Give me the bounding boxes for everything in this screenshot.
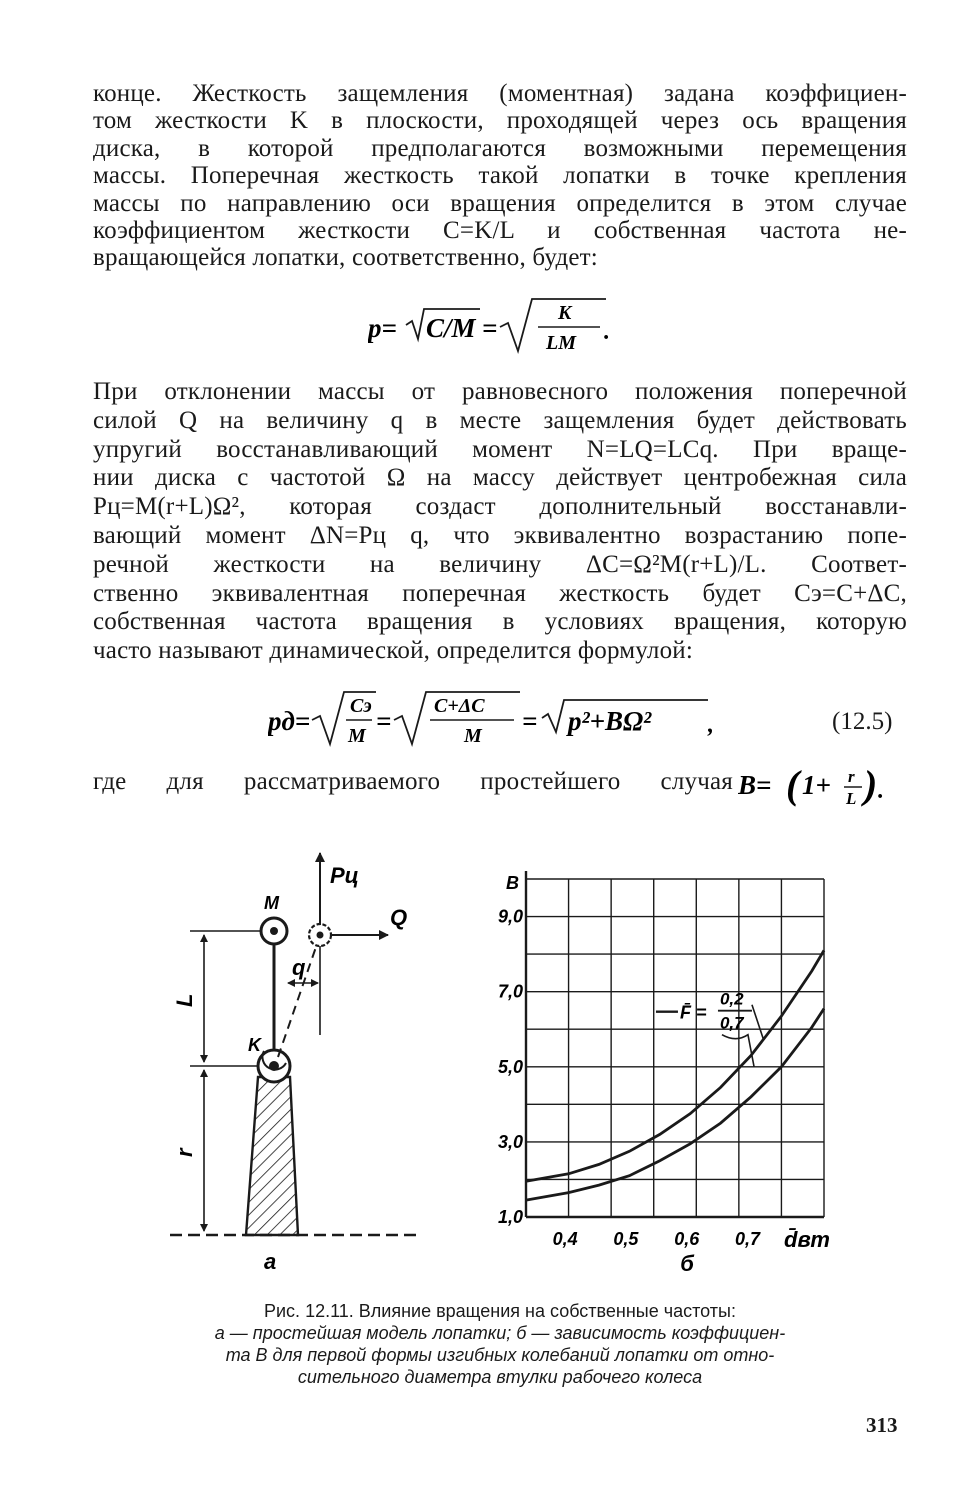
figure-b-chart xyxy=(490,865,840,1280)
formula-3-L: L xyxy=(846,789,857,808)
panel-label-a: а xyxy=(264,1249,277,1274)
x-tick-label: 0,7 xyxy=(735,1229,761,1249)
caption-line: Рис. 12.11. Влияние вращения на собственные частоты: xyxy=(264,1301,736,1321)
formula-3-tail: . xyxy=(878,778,884,804)
label-mass: M xyxy=(264,893,279,913)
mass-center xyxy=(270,927,278,935)
x-axis-label: d̄вт xyxy=(784,1227,830,1252)
formula-1-lhs: p= xyxy=(368,313,397,343)
text-line: массы по направлению оси вращения определится в этом случае xyxy=(93,189,907,217)
annotation-numerator: 0,2 xyxy=(719,989,744,1009)
text-line: Pц=M(r+L)Ω², которая создаст дополнительный восстанавли- xyxy=(93,493,907,521)
formula-3-r: r xyxy=(848,767,855,786)
equation-number: (12.5) xyxy=(832,708,893,735)
annotation-f-label: F̄ = xyxy=(679,1002,707,1023)
text-line: речной жесткости на величину ΔC=Ω²M(r+L)/L. Соответ- xyxy=(93,550,907,578)
paragraph-1 xyxy=(93,80,907,272)
y-tick-label: 7,0 xyxy=(498,981,524,1002)
formula-1-tail: . xyxy=(604,319,610,345)
y-tick-label: 5,0 xyxy=(498,1056,524,1077)
paragraph-3-text: где для рассматриваемого простейшего случая xyxy=(93,768,733,795)
annotation-denominator: 0,7 xyxy=(719,1013,744,1033)
formula-2-f1-num: Cэ xyxy=(350,695,372,717)
text-line: диска, в которой предполагаются возможными перемещения xyxy=(93,134,907,162)
series-line-1 xyxy=(526,950,824,1181)
figure-a-blade-model xyxy=(160,845,430,1285)
text-line: вращающейся лопатки, соответственно, будет: xyxy=(93,244,598,272)
text-line: вающий момент ΔN=Pц q, что эквивалентно возрастанию попе- xyxy=(93,521,907,549)
formula-1-sqrt-body: C/M xyxy=(426,313,476,343)
formula-2-f2-den: M xyxy=(464,725,482,747)
x-tick-label: 0,4 xyxy=(552,1229,578,1249)
blade-body xyxy=(246,1077,298,1235)
page-number: 313 xyxy=(866,1413,898,1437)
y-tick-label: 9,0 xyxy=(498,906,524,927)
caption-line: а — простейшая модель лопатки; б — зависимость коэффициен- xyxy=(214,1323,786,1343)
formula-2-lhs: pд= xyxy=(268,706,311,736)
paren-open: ( xyxy=(786,762,800,807)
formula-2 xyxy=(268,688,728,750)
text-line: часто называют динамической, определится формулой: xyxy=(93,637,694,665)
text-line: При отклонении массы от равновесного положения поперечной xyxy=(93,378,907,405)
formula-2-f1-den: M xyxy=(348,725,366,747)
displaced-mass-center xyxy=(317,932,324,939)
annotation-pointer xyxy=(722,1035,754,1067)
label-deflection: q xyxy=(292,955,306,980)
figure-caption xyxy=(160,1300,840,1388)
panel-label-b: б xyxy=(680,1251,694,1276)
formula-3 xyxy=(738,758,918,818)
text-line: силой Q на величину q в месте защемления будет действовать xyxy=(93,406,907,434)
formula-1-den: LM xyxy=(546,332,576,354)
caption-line: та B для первой формы изгибных колебаний лопатки от отно- xyxy=(225,1345,775,1365)
formula-3-one-plus: 1+ xyxy=(802,770,831,800)
formula-2-f3-body: p²+BΩ² xyxy=(568,706,652,736)
text-line: конце. Жесткость защемления (моментная) задана коэффициен- xyxy=(93,80,907,107)
formula-1-eq: = xyxy=(482,313,498,343)
annotation-pointer xyxy=(752,1005,763,1039)
text-line: коэффициентом жесткости C=K/L и собственная частота не- xyxy=(93,217,907,245)
label-stiffness: K xyxy=(248,1035,261,1055)
text-line: нии диска с частотой Ω на массу действует центробежная сила xyxy=(93,464,907,492)
formula-1 xyxy=(368,295,638,357)
caption-line: сительного диаметра втулки рабочего колеса xyxy=(297,1367,703,1387)
y-axis-label: B xyxy=(506,873,519,893)
paren-close: ) xyxy=(864,762,878,807)
y-tick-label: 1,0 xyxy=(498,1207,524,1227)
formula-1-num: K xyxy=(558,302,572,324)
y-tick-label: 3,0 xyxy=(498,1131,524,1152)
label-length: L xyxy=(172,993,197,1007)
label-force-right: Q xyxy=(390,905,408,930)
formula-2-tail: , xyxy=(708,712,714,738)
formula-2-eq1: = xyxy=(376,706,392,736)
text-line: собственная частота вращения в условиях вращения, которую xyxy=(93,608,907,636)
text-line: том жесткости K в плоскости, проходящей через ось вращения xyxy=(93,107,907,135)
x-tick-label: 0,6 xyxy=(674,1229,700,1249)
label-force-up: Pц xyxy=(330,863,359,888)
text-line: ственно эквивалентная поперечная жесткость будет Cэ=C+ΔC, xyxy=(93,579,907,607)
x-tick-label: 0,5 xyxy=(613,1229,639,1249)
label-radius: r xyxy=(172,1148,197,1157)
formula-3-b: B= xyxy=(738,770,772,800)
text-line: массы. Поперечная жесткость такой лопатки в точке крепления xyxy=(93,162,907,190)
formula-2-eq2: = xyxy=(522,706,538,736)
paragraph-2 xyxy=(93,378,907,666)
text-line: упругий восстанавливающий момент N=LQ=LCq. При враще- xyxy=(93,435,907,463)
formula-2-f2-num: C+ΔC xyxy=(434,695,485,717)
